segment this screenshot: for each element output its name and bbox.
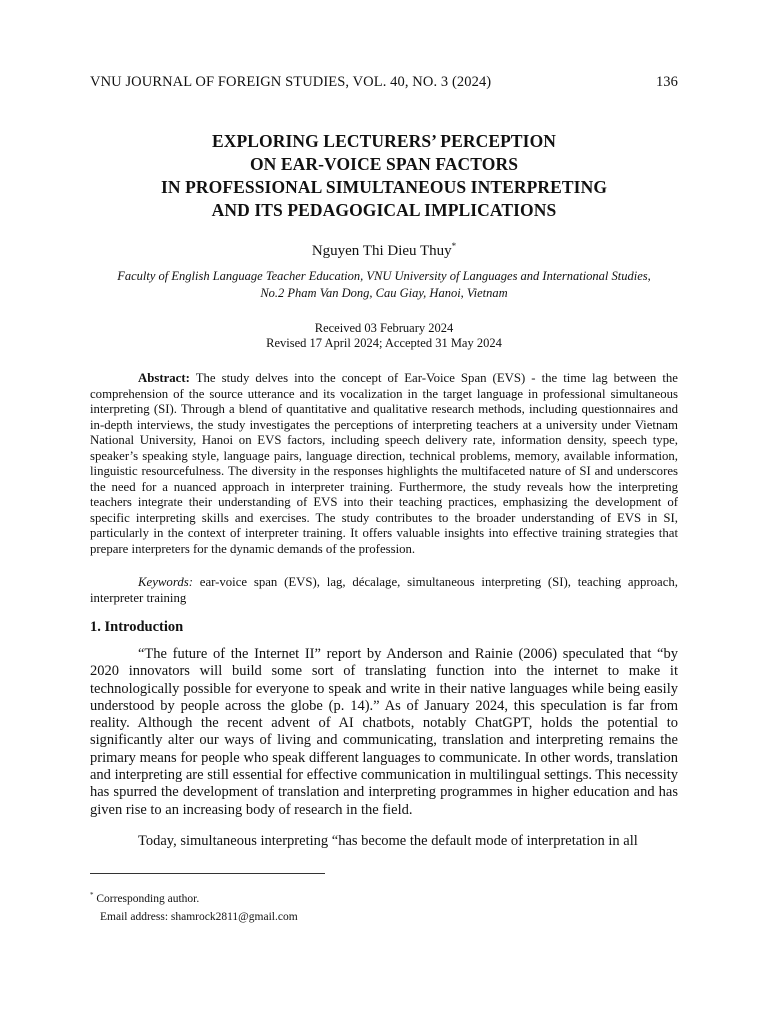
title-line: ON EAR-VOICE SPAN FACTORS <box>249 154 519 174</box>
footnote-divider <box>90 873 325 874</box>
keywords-text: ear-voice span (EVS), lag, décalage, simultaneous interpreting (SI), teaching approach, interpreter training <box>90 575 678 605</box>
body-paragraph: Today, simultaneous interpreting “has become the default mode of interpretation in all <box>138 833 638 849</box>
abstract <box>90 371 678 557</box>
abstract-label: Abstract: <box>138 371 190 385</box>
body-paragraph: “The future of the Internet II” report by Anderson and Rainie (2006) speculated that “by 2020 innovators will build some sort of translating function into the internet to make it technologically possible for everyone to speak and write in their native languages while being easily understood by people across the globe (p. 14).” As of January 2024, this speculation is far from reality. Although the recent advent of AI chatbots, notably ChatGPT, holds the potential to significantly alter our ways of living and communicating, translation and interpreting remains the primary means for people who speak different languages to communicate. In other words, translation and interpreting are still essential for effective communication in multilingual settings. This necessity has spurred the development of translation and interpreting programmes in higher education and has given rise to an increasing body of research in the field. <box>90 646 678 818</box>
affiliation-line: No.2 Pham Van Dong, Cau Giay, Hanoi, Vietnam <box>260 286 508 300</box>
section-heading: 1. Introduction <box>90 619 184 635</box>
footnote <box>90 886 298 926</box>
keywords-label: Keywords: <box>138 575 193 589</box>
corresponding-author-text: Corresponding author. <box>93 892 200 905</box>
affiliation <box>60 268 708 302</box>
keywords <box>90 575 678 606</box>
affiliation-line: Faculty of English Language Teacher Education, VNU University of Languages and International Studies, <box>117 269 651 283</box>
title-line: EXPLORING LECTURERS’ PERCEPTION <box>211 131 557 151</box>
title-line: IN PROFESSIONAL SIMULTANEOUS INTERPRETING <box>160 177 608 197</box>
paper-title <box>60 130 708 222</box>
email-address: Email address: shamrock2811@gmail.com <box>100 910 298 923</box>
author-line <box>0 241 768 260</box>
abstract-text: The study delves into the concept of Ear-Voice Span (EVS) - the time lag between the comprehension of the source utterance and its vocalization in the target language in professional simultaneous interpreting (SI). Through a blend of quantitative and qualitative research methods, including questionnaires and in-depth interviews, the study investigates the perceptions of interpreting teachers at a university under Vietnam National University, Hanoi on EVS factors, including speech delivery rate, information density, speech type, speaker’s speaking style, language pairs, language direction, technical problems, memory, available information, linguistic resourcefulness. The diversity in the responses highlights the multifaceted nature of SI and underscores the need for a nuanced approach in interpreter training. Furthermore, the study reveals how the interpreting teachers integrate their understanding of EVS into their teaching practices, emphasizing the development of specific interpreting skills and exercises. The study contributes to the broader understanding of EVS in SI, particularly in the context of interpreter training. It offers valuable insights into effective training strategies that prepare interpreters for the dynamic demands of the profession. <box>90 371 678 556</box>
corresponding-mark: * <box>451 241 457 251</box>
footnote-mark: * <box>90 891 94 899</box>
title-line: AND ITS PEDAGOGICAL IMPLICATIONS <box>211 200 557 220</box>
author-name: Nguyen Thi Dieu Thuy <box>311 243 452 259</box>
journal-name: VNU JOURNAL OF FOREIGN STUDIES, VOL. 40, NO. 3 (2024) <box>90 74 492 90</box>
article-dates <box>0 321 768 351</box>
corresponding-author-note <box>90 886 298 908</box>
page-number: 136 <box>655 74 678 90</box>
received-date: Received 03 February 2024 <box>314 321 454 335</box>
revised-accepted-dates: Revised 17 April 2024; Accepted 31 May 2024 <box>266 336 502 350</box>
running-header <box>90 74 678 91</box>
